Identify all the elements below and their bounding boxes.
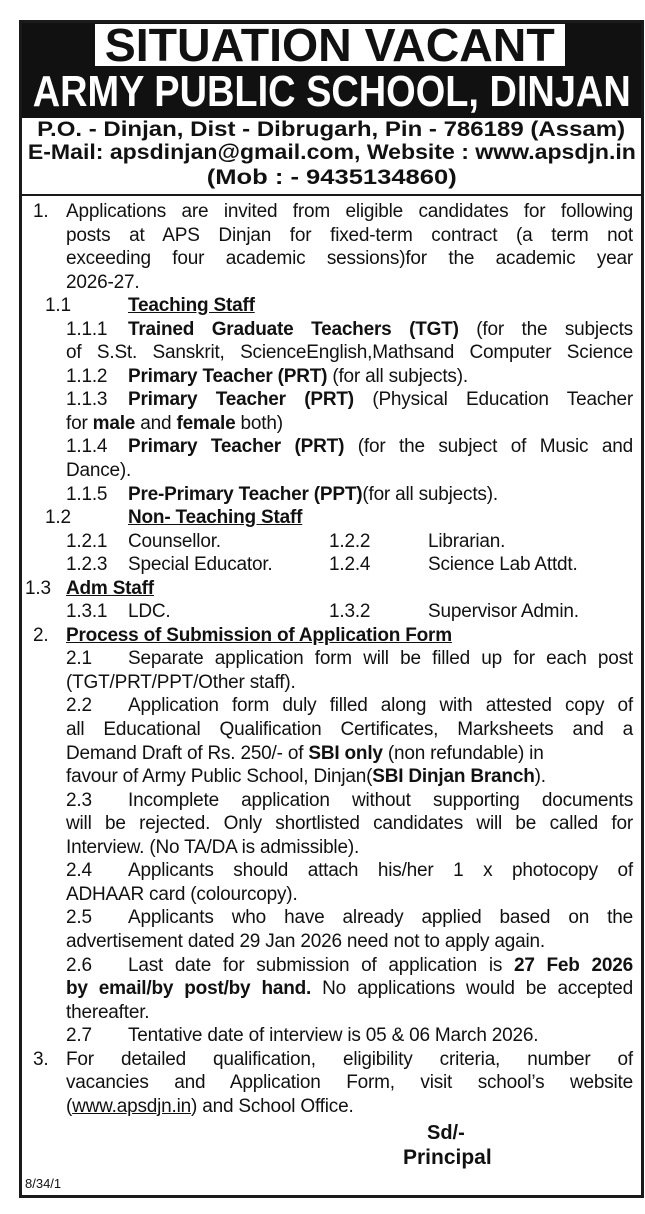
text-segment: Trained Graduate Teachers (TGT) — [128, 318, 459, 340]
text-segment: Tentative date of interview is 05 & 06 March 2026. — [128, 1025, 539, 1047]
item-number: 2.1 — [66, 648, 92, 670]
text-segment: Applicants should attach his/her 1 x photocopy of — [128, 860, 633, 882]
line-text — [66, 1071, 633, 1095]
notice-body — [0, 200, 645, 1118]
item-number: 1.3.1 — [66, 601, 108, 623]
line-text — [66, 412, 633, 436]
line-text — [66, 577, 633, 601]
text-segment: will be rejected. Only shortlisted candidates will be called for — [66, 813, 633, 835]
notice-line — [0, 247, 645, 271]
text-segment: (Physical Education Teacher — [353, 389, 633, 411]
item-number: 1.2.4 — [329, 554, 371, 576]
item-number: 1.2.3 — [66, 554, 108, 576]
address-row — [22, 118, 641, 142]
text-segment: advertisement dated 29 Jan 2026 need not to apply again. — [66, 930, 545, 952]
text-segment: Applicants who have already applied based on the — [128, 907, 633, 929]
text-segment: for — [66, 412, 93, 434]
line-text — [128, 906, 633, 930]
text-segment: (for the subject of Music and — [344, 436, 633, 458]
notice-line — [0, 1001, 645, 1025]
text-segment: 27 Feb 2026 — [513, 954, 633, 976]
signature-designation: Principal — [403, 1146, 492, 1169]
item-number: 1.1.1 — [66, 318, 108, 340]
notice-line — [0, 318, 645, 342]
line-text — [128, 694, 633, 718]
text-segment: Interview. (No TA/DA is admissible). — [66, 836, 360, 858]
notice-line — [0, 483, 645, 507]
notice-line — [0, 812, 645, 836]
notice-line — [0, 977, 645, 1001]
post-name: Librarian. — [428, 530, 506, 552]
item-number: 3. — [33, 1048, 49, 1070]
text-segment: Pre-Primary Teacher (PPT) — [128, 483, 363, 505]
text-segment: ). — [534, 766, 546, 788]
line-text — [66, 883, 633, 907]
item-number: 1.2 — [45, 507, 71, 529]
notice-line — [0, 1095, 645, 1119]
text-segment: Process of Submission of Application Form — [66, 624, 452, 646]
title-box — [95, 24, 565, 66]
text-segment: Application form duly filled along with attested copy of — [128, 695, 633, 717]
text-segment: 2026-27. — [66, 271, 140, 293]
notice-line — [0, 671, 645, 695]
line-text — [66, 742, 633, 766]
text-segment: Applications are invited from eligible candidates for following — [66, 201, 633, 222]
line-text — [66, 341, 633, 365]
text-segment: favour of Army Public School, Dinjan( — [66, 766, 373, 788]
line-text — [66, 812, 633, 836]
line-text — [66, 765, 633, 789]
line-text — [66, 836, 633, 860]
text-segment: Counsellor. — [128, 530, 221, 552]
item-number: 1.1 — [45, 295, 71, 317]
item-number: 2.4 — [66, 860, 92, 882]
address: P.O. - Dinjan, Dist - Dibrugarh, Pin - 786189 (Assam) — [37, 118, 626, 141]
text-segment: LDC. — [128, 601, 171, 623]
line-text — [128, 435, 633, 459]
item-number: 1. — [33, 201, 49, 222]
text-segment: Demand Draft of Rs. 250/- of — [66, 742, 309, 764]
item-number: 2.7 — [66, 1025, 92, 1047]
notice-line — [0, 694, 645, 718]
line-text — [128, 600, 171, 624]
text-segment: ADHAAR card (colourcopy). — [66, 883, 298, 905]
line-text — [66, 247, 633, 271]
text-segment: (non refundable) in — [382, 742, 544, 764]
line-text — [128, 506, 633, 530]
post-name: Science Lab Attdt. — [428, 554, 578, 576]
item-number: 2. — [33, 624, 49, 646]
text-segment: Primary Teacher (PRT) — [128, 436, 345, 458]
notice-line — [0, 906, 645, 930]
item-number: 1.1.4 — [66, 436, 108, 458]
notice-line — [0, 600, 645, 624]
notice-line — [0, 883, 645, 907]
contact-info: E-Mail: apsdinjan@gmail.com, Website : www.apsdjn.in — [27, 141, 636, 164]
notice-line — [0, 954, 645, 978]
line-text — [128, 789, 633, 813]
text-segment: all Educational Qualification Certificates, Marksheets and a — [66, 719, 633, 741]
notice-line — [0, 718, 645, 742]
line-text — [66, 1095, 633, 1119]
text-segment: ( — [66, 1095, 73, 1117]
item-number: 2.3 — [66, 789, 92, 811]
text-segment: (for the subjects — [458, 318, 633, 340]
ad-title: SITUATION VACANT — [105, 24, 556, 66]
notice-line — [0, 224, 645, 248]
line-text — [128, 388, 633, 412]
text-segment: (for all subjects). — [327, 365, 468, 387]
notice-line — [0, 435, 645, 459]
line-text — [66, 459, 633, 483]
line-text — [66, 671, 633, 695]
text-segment: both) — [235, 412, 283, 434]
item-number: 1.1.2 — [66, 365, 108, 387]
contact-row — [22, 141, 641, 165]
text-segment: posts at APS Dinjan for fixed-term contract (a term not — [66, 224, 633, 246]
text-segment: of S.St. Sanskrit, ScienceEnglish,Mathsand Computer Science — [66, 342, 633, 364]
text-segment: vacancies and Application Form, visit school’s website — [66, 1072, 633, 1094]
text-segment: Non- Teaching Staff — [128, 507, 303, 529]
notice-line — [0, 789, 645, 813]
line-text — [66, 271, 633, 295]
signature-sd: Sd/- — [427, 1122, 465, 1144]
item-number: 1.3 — [25, 577, 51, 599]
notice-line — [0, 459, 645, 483]
notice-line — [0, 200, 645, 224]
text-segment: Separate application form will be filled up for each post — [128, 648, 633, 670]
line-text — [128, 530, 221, 554]
notice-line — [0, 859, 645, 883]
post-name: Supervisor Admin. — [428, 601, 579, 623]
text-segment: by email/by post/by hand. — [66, 978, 312, 1000]
text-segment: (TGT/PRT/PPT/Other staff). — [66, 671, 296, 693]
line-text — [128, 859, 633, 883]
notice-line — [0, 365, 645, 389]
line-text — [66, 1048, 633, 1072]
line-text — [128, 483, 633, 507]
line-text — [128, 553, 272, 577]
notice-line — [0, 530, 645, 554]
notice-line — [0, 388, 645, 412]
notice-line — [0, 930, 645, 954]
notice-line — [0, 836, 645, 860]
text-segment: Primary Teacher (PRT) — [128, 365, 328, 387]
line-text — [66, 977, 633, 1001]
line-text — [66, 200, 633, 224]
text-segment: Incomplete application without supporting documents — [128, 789, 633, 811]
text-segment: exceeding four academic sessions)for the academic year — [66, 248, 633, 270]
text-segment: Adm Staff — [66, 577, 154, 599]
item-number: 2.2 — [66, 695, 92, 717]
text-segment: Dance). — [66, 460, 132, 482]
notice-line — [0, 577, 645, 601]
line-text — [128, 294, 633, 318]
notice-line — [0, 271, 645, 295]
item-number: 2.5 — [66, 907, 92, 929]
website-link[interactable]: www.apsdjn.in — [72, 1095, 191, 1117]
line-text — [128, 954, 633, 978]
item-number: 2.6 — [66, 954, 92, 976]
item-number: 1.2.1 — [66, 530, 108, 552]
line-text — [66, 718, 633, 742]
mobile-row — [22, 166, 641, 190]
text-segment: SBI Dinjan Branch — [372, 766, 535, 788]
notice-line — [0, 412, 645, 436]
notice-line — [0, 1048, 645, 1072]
notice-line — [0, 742, 645, 766]
school-name-row — [22, 68, 641, 116]
line-text — [66, 930, 633, 954]
text-segment: ) and School Office. — [191, 1095, 354, 1117]
text-segment: Special Educator. — [128, 554, 273, 576]
item-number: 1.1.5 — [66, 483, 108, 505]
item-number: 1.1.3 — [66, 389, 108, 411]
text-segment: Last date for submission of application is — [128, 954, 514, 976]
text-segment: (for all subjects). — [362, 483, 498, 505]
notice-line — [0, 624, 645, 648]
text-segment: No applications would be accepted — [311, 978, 633, 1000]
text-segment: female — [176, 412, 236, 434]
notice-line — [0, 647, 645, 671]
item-number: 1.3.2 — [329, 601, 371, 623]
line-text — [128, 647, 633, 671]
notice-line — [0, 553, 645, 577]
notice-line — [0, 765, 645, 789]
line-text — [66, 624, 633, 648]
text-segment: For detailed qualification, eligibility criteria, number of — [66, 1048, 633, 1070]
notice-line — [0, 1071, 645, 1095]
school-name: ARMY PUBLIC SCHOOL, DINJAN — [32, 67, 631, 116]
notice-line — [0, 341, 645, 365]
text-segment: Teaching Staff — [128, 295, 255, 317]
header-divider — [22, 194, 641, 196]
notice-line — [0, 506, 645, 530]
line-text — [128, 1024, 633, 1048]
text-segment: male — [92, 412, 136, 434]
notice-line — [0, 1024, 645, 1048]
reference-number: 8/34/1 — [25, 1176, 62, 1191]
text-segment: Primary Teacher (PRT) — [128, 389, 354, 411]
line-text — [128, 318, 633, 342]
text-segment: and — [135, 412, 177, 434]
text-segment: SBI only — [308, 742, 383, 764]
line-text — [66, 1001, 633, 1025]
item-number: 1.2.2 — [329, 530, 371, 552]
text-segment: thereafter. — [66, 1001, 150, 1023]
line-text — [66, 224, 633, 248]
mobile-number: (Mob : - 9435134860) — [206, 166, 457, 189]
notice-line — [0, 294, 645, 318]
line-text — [128, 365, 633, 389]
